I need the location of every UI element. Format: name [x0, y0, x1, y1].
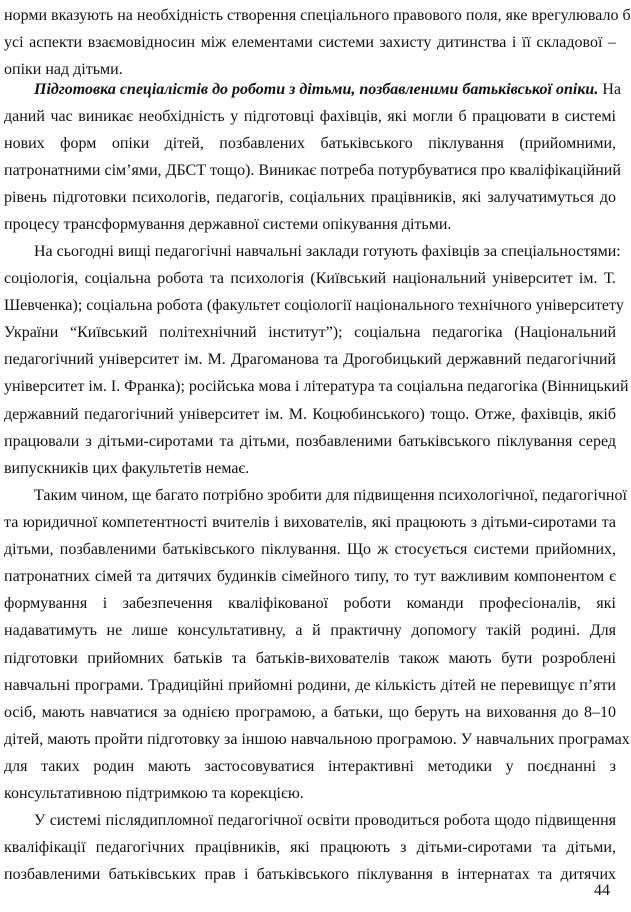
- text-line: для таких родин мають застосовуватися інтерактивні методики у поєднанні з: [4, 757, 616, 775]
- text-line: норми вказують на необхідність створення спеціального правового поля, яке врегулювало б: [4, 7, 631, 24]
- text-line: працювали з дітьми-сиротами та дітьми, позбавленими батьківського піклування серед: [4, 432, 616, 450]
- paragraph-2: [4, 76, 621, 239]
- text-line: опіки над дітьми.: [4, 61, 123, 79]
- text-line: [4, 76, 621, 103]
- text-line: патронатних сімей та дитячих будинків сімейного типу, то тут важливим компонентом є: [4, 568, 616, 586]
- text-line: соціологія, соціальна робота та психологія (Київський національний університет ім. Т.: [4, 270, 616, 288]
- paragraph-3: [4, 238, 629, 482]
- text-line: Таким чином, ще багато потрібно зробити для підвищення психологічної, педагогічної: [34, 487, 627, 504]
- text-line: рівень підготовки психологів, педагогів, соціальних працівників, які залучатимуться до: [4, 189, 616, 207]
- text-line: державний педагогічний університет ім. М. Коцюбинського) тощо. Отже, фахівців, якіб: [4, 405, 616, 423]
- text-line: надаватимуть не лише консультативну, а й практичну допомогу такій родині. Для: [4, 622, 616, 640]
- paragraph-4: [4, 482, 630, 807]
- page-number: 44: [594, 882, 610, 899]
- text-line: дітьми, позбавленими батьківського піклування. Що ж стосується системи прийомних,: [4, 541, 616, 559]
- section-heading: Підготовка спеціалістів до роботи з дітьми, позбавленими батьківської опіки.: [34, 81, 599, 98]
- text-line: осіб, мають навчатися за однією програмою, а батьки, що беруть на виховання до 8–10: [4, 703, 616, 721]
- text-line: нових форм опіки дітей, позбавлених батьківського піклування (прийомними,: [4, 135, 616, 153]
- text-line: патронатними сім’ями, ДБСТ тощо). Виникає потреба потурбуватися про кваліфікаційний: [4, 162, 621, 180]
- text-line: У системі післядипломної педагогічної освіти проводиться робота щодо підвищення: [34, 812, 616, 829]
- text-run: На: [598, 81, 621, 98]
- text-line: кваліфікації педагогічних працівників, які працюють з дітьми-сиротами та дітьми,: [4, 839, 616, 857]
- text-line: даний час виникає необхідність у підготовці фахівців, які могли б працювати в системі: [4, 108, 616, 126]
- paragraph-5: [4, 807, 616, 888]
- text-line: підготовки прийомних батьків та батьків-вихователів також мають бути розроблені: [4, 649, 616, 667]
- text-line: формування і забезпечення кваліфікованої роботи команди професіоналів, які: [4, 595, 616, 613]
- text-line: позбавленими батьківських прав і батьківського піклування в інтернатах та дитячих: [4, 866, 616, 884]
- text-line: усі аспекти взаємовідносин між елементами системи захисту дитинства і її складової –: [4, 34, 616, 52]
- text-line: педагогічний університет ім. М. Драгоманова та Дрогобицький державний педагогічний: [4, 351, 616, 369]
- text-line: дітей, мають пройти підготовку за іншою навчальною програмою. У навчальних програмах: [4, 730, 630, 748]
- text-line: Шевченка); соціальна робота (факультет соціології національного технічного університету: [4, 297, 624, 315]
- text-line: На сьогодні вищі педагогічні навчальні заклади готують фахівців за спеціальностями:: [34, 243, 621, 260]
- text-line: консультативною підтримкою та корекцією.: [4, 785, 304, 803]
- text-line: навчальні програми. Традиційні прийомні родини, де кількість дітей не перевищує п’яти: [4, 676, 616, 694]
- paragraph-1: [4, 2, 631, 83]
- text-line: випускників цих факультетів немає.: [4, 459, 250, 477]
- text-line: процесу трансформування державної системи опікування дітьми.: [4, 216, 452, 234]
- text-line: та юридичної компетентності вчителів і вихователів, які працюють з дітьми-сиротами та: [4, 514, 616, 532]
- text-line: університет ім. І. Франка); російська мова і література та соціальна педагогіка (Вінницький: [4, 378, 629, 396]
- text-line: України “Київський політехнічний інститут”); соціальна педагогіка (Національний: [4, 324, 616, 342]
